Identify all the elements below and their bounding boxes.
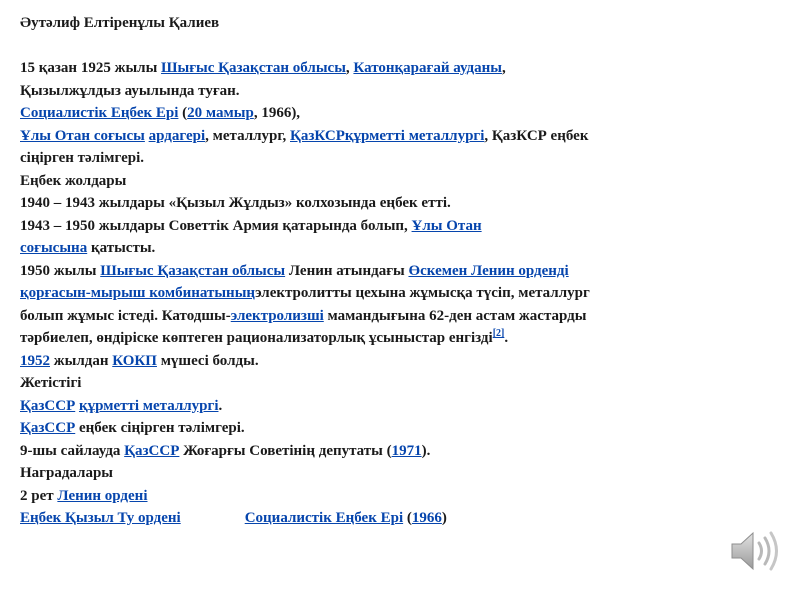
section-heading-achievements: Жетістігі	[20, 375, 82, 391]
link-kazssr[interactable]: ҚазССР	[20, 420, 76, 436]
text: , 1966),	[253, 105, 301, 121]
text: электролитты цехына жұмысқа түсіп, металлург	[255, 285, 590, 301]
link-katonkaragay[interactable]: Катонқарағай ауданы	[353, 60, 502, 76]
text: мүшесі болды.	[156, 352, 259, 369]
footnote-link[interactable]: [2]	[492, 328, 505, 339]
career-line-1943	[20, 215, 790, 238]
link-great-patriotic-war[interactable]: Ұлы Отан соғысы	[20, 127, 145, 144]
career-line-electrolysis	[20, 305, 790, 328]
text: еңбек сіңірген тәлімгері.	[75, 420, 245, 436]
blank-line	[20, 35, 790, 58]
article	[20, 12, 790, 530]
link-veteran[interactable]: ардагері	[148, 127, 206, 144]
career-line-war	[20, 237, 790, 260]
link-cpsu[interactable]: КОКП	[112, 352, 157, 369]
link-great-patriotic-war[interactable]: Ұлы Отан	[411, 217, 482, 234]
link-hero-socialist-labour[interactable]: Социалистік Еңбек Ері	[20, 105, 179, 121]
text: ,	[501, 60, 506, 76]
text: Жоғарғы Советінің депутаты (	[179, 442, 392, 459]
link-1952[interactable]: 1952	[20, 352, 50, 369]
text: ).	[421, 442, 431, 459]
text: , ҚазКСР еңбек	[484, 127, 589, 144]
career-line-combine	[20, 282, 790, 305]
speaker-icon-graphic	[728, 528, 780, 574]
link-hero-socialist-labour[interactable]: Социалистік Еңбек Ері	[244, 510, 404, 526]
link-1966[interactable]: 1966	[411, 510, 442, 526]
achievement-line-2	[20, 417, 790, 440]
career-line-1940: 1940 – 1943 жылдары «Қызыл Жұлдыз» колхозында еңбек етті.	[20, 195, 451, 211]
link-east-kazakhstan[interactable]: Шығыс Қазақстан облысы	[161, 60, 346, 76]
text: тәрбиелеп, өндіріске көптеген рационализаторлық ұсыныстар енгізді	[20, 330, 493, 346]
text: болып жұмыс істеді. Катодшы-	[20, 307, 231, 324]
section-heading-career: Еңбек жолдары	[20, 172, 127, 189]
text: Ленин атындағы	[285, 262, 409, 279]
text: .	[504, 330, 509, 346]
link-may-20[interactable]: 20 мамыр	[187, 105, 254, 121]
link-kazssr[interactable]: ҚазССР	[124, 442, 180, 459]
text: қатысты.	[87, 240, 156, 256]
link-war[interactable]: соғысына	[20, 240, 88, 256]
article-title: Әутәлиф Елтіренұлы Қалиев	[20, 15, 220, 31]
career-line-rationalization	[20, 327, 790, 350]
hero-line	[20, 102, 790, 125]
link-lead-zinc-combine[interactable]: қорғасын-мырыш комбинатының	[20, 285, 256, 301]
text: )	[441, 510, 447, 526]
text: ,	[345, 60, 354, 76]
text: 1950 жылы	[20, 262, 101, 279]
text: 9-шы сайлауда	[20, 442, 125, 459]
link-honored-metallurgist[interactable]: құрметті металлургі	[78, 397, 219, 414]
link-east-kazakhstan[interactable]: Шығыс Қазақстан облысы	[100, 262, 286, 279]
achievement-line-1	[20, 395, 790, 418]
text: , металлург,	[205, 127, 290, 144]
link-kazssr[interactable]: ҚазССР	[20, 397, 76, 414]
text: (	[178, 105, 188, 121]
veteran-line	[20, 125, 790, 148]
text: мамандығына 62-ден астам жастарды	[323, 307, 587, 324]
mentor-line: сіңірген тәлімгері.	[20, 150, 144, 166]
award-line-1	[20, 485, 790, 508]
link-electrolysis[interactable]: электролизші	[230, 307, 324, 324]
text: .	[218, 397, 223, 414]
link-ust-kamenogorsk[interactable]: Өскемен Ленин орденді	[408, 262, 569, 279]
award-line-2	[20, 507, 790, 530]
birth-place-line: Қызылжұлдыз ауылында туған.	[20, 82, 240, 99]
text: 15 қазан 1925 жылы	[20, 60, 162, 76]
link-red-banner-of-labour[interactable]: Еңбек Қызыл Ту ордені	[20, 510, 181, 526]
text: 2 рет	[20, 487, 58, 504]
text: жылдан	[50, 352, 113, 369]
link-order-of-lenin[interactable]: Ленин ордені	[57, 487, 148, 504]
link-1971[interactable]: 1971	[391, 442, 422, 459]
party-line	[20, 350, 790, 373]
section-heading-awards: Наградалары	[20, 465, 114, 481]
achievement-line-3	[20, 440, 790, 463]
link-honored-metallurgist[interactable]: ҚазКСРқұрметті металлургі	[290, 127, 485, 144]
speaker-icon[interactable]	[728, 528, 780, 574]
text: 1943 – 1950 жылдары Советтік Армия қатарында болып,	[20, 217, 412, 234]
text: (	[403, 510, 412, 526]
career-line-1950	[20, 260, 790, 283]
birth-line	[20, 57, 790, 80]
